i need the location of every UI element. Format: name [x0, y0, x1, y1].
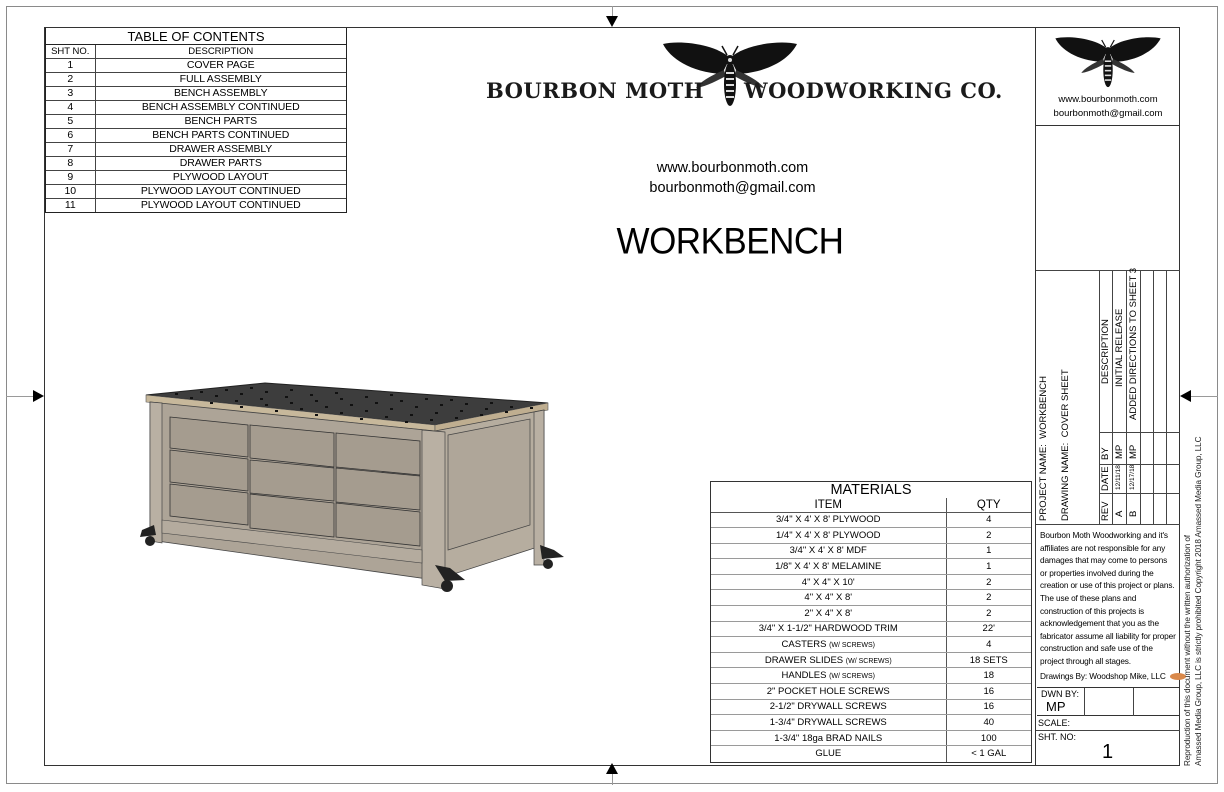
materials-header-item: ITEM	[711, 498, 946, 512]
title-block-logo	[1036, 27, 1180, 126]
toc-row: 8 DRAWER PARTS	[46, 156, 346, 170]
header-email: bourbonmoth@gmail.com	[649, 180, 816, 196]
toc-title: TABLE OF CONTENTS	[46, 28, 346, 45]
moth-icon	[1053, 31, 1163, 93]
toc-row: 3 BENCH ASSEMBLY	[46, 86, 346, 100]
bottom-center-arrow-icon	[606, 763, 618, 774]
title-block-website: www.bourbonmoth.com	[1058, 94, 1158, 105]
disclaimer-text: Bourbon Moth Woodworking and it's affiliates are not responsible for any damages that may come to persons or properties involved during the creation or use of this project or plans. The use of these plans and construction of this projects is acknowledgement that you as the fabricator assume all liability for proper construction and safe use of the project through all stages.	[1040, 530, 1176, 666]
material-row: GLUE < 1 GAL	[711, 746, 1031, 762]
drawn-by-value: MP	[1046, 699, 1066, 714]
material-row: 4" X 4" X 8' 2	[711, 590, 1031, 606]
by-header: BY	[1100, 447, 1111, 460]
title-block-email: bourbonmoth@gmail.com	[1053, 108, 1163, 119]
material-row: 2-1/2" DRYWALL SCREWS 16	[711, 699, 1031, 715]
revision-b-date: 12/17/18	[1129, 464, 1136, 490]
toc-header-sheet: SHT NO.	[46, 45, 95, 58]
top-center-arrow-icon	[606, 16, 618, 27]
toc-row: 1 COVER PAGE	[46, 58, 346, 72]
sheet-no-label: SHT. NO:	[1038, 732, 1077, 742]
scale-label: SCALE:	[1038, 718, 1071, 728]
revision-a-rev: A	[1114, 510, 1125, 517]
material-row: 3/4" X 4' X 8' PLYWOOD 4	[711, 512, 1031, 528]
material-row: 4" X 4" X 10' 2	[711, 574, 1031, 590]
left-center-arrow-icon	[33, 390, 44, 402]
toc-row: 11 PLYWOOD LAYOUT CONTINUED	[46, 198, 346, 212]
drawing-name-field: DRAWING NAME: COVER SHEET	[1060, 369, 1071, 521]
right-center-arrow-icon	[1180, 390, 1191, 402]
logo-text-left: BOURBON MOTH	[486, 78, 705, 103]
date-header: DATE	[1100, 466, 1111, 491]
material-row: DRAWER SLIDES (W/ SCREWS) 18 SETS	[711, 652, 1031, 668]
drawn-by-row	[1037, 687, 1180, 716]
material-row: HANDLES (W/ SCREWS) 18	[711, 668, 1031, 684]
material-row: 1-3/4" DRYWALL SCREWS 40	[711, 715, 1031, 731]
material-row: 1/8" X 4' X 8' MELAMINE 1	[711, 559, 1031, 575]
header-website: www.bourbonmoth.com	[656, 160, 809, 176]
toc-row: 10 PLYWOOD LAYOUT CONTINUED	[46, 184, 346, 198]
materials-title: MATERIALS	[830, 482, 912, 498]
revision-b-by: MP	[1128, 444, 1139, 459]
material-row: 1-3/4" 18ga BRAD NAILS 100	[711, 730, 1031, 746]
right-center-tick	[1190, 396, 1218, 397]
material-row: 2" X 4" X 8' 2	[711, 606, 1031, 622]
toc-row: 9 PLYWOOD LAYOUT	[46, 170, 346, 184]
workbench-render	[130, 375, 570, 605]
toc-row: 4 BENCH ASSEMBLY CONTINUED	[46, 100, 346, 114]
material-row: 2" POCKET HOLE SCREWS 16	[711, 684, 1031, 700]
materials-table	[710, 481, 1032, 763]
toc-row: 7 DRAWER ASSEMBLY	[46, 142, 346, 156]
left-center-tick	[6, 396, 36, 397]
material-row: 1/4" X 4' X 8' PLYWOOD 2	[711, 528, 1031, 544]
revision-b-rev: B	[1128, 510, 1139, 517]
material-row: 3/4" X 4' X 8' MDF 1	[711, 543, 1031, 559]
header-contact	[600, 158, 865, 198]
toc-row: 6 BENCH PARTS CONTINUED	[46, 128, 346, 142]
toc-row: 5 BENCH PARTS	[46, 114, 346, 128]
revision-a-date: 12/11/18	[1115, 465, 1122, 490]
drawings-by: Drawings By: Woodshop Mike, LLC	[1040, 671, 1186, 681]
revision-b-description: ADDED DIRECTIONS TO SHEET 3	[1128, 267, 1139, 420]
project-name-field: PROJECT NAME: WORKBENCH	[1038, 376, 1049, 521]
revision-a-by: MP	[1114, 444, 1125, 459]
toc-row: 2 FULL ASSEMBLY	[46, 72, 346, 86]
material-row: 3/4" X 1-1/2" HARDWOOD TRIM 22'	[711, 621, 1031, 637]
drawn-by-label: DWN BY:	[1041, 689, 1080, 699]
materials-header-qty: QTY	[946, 498, 1031, 512]
page-title: WORKBENCH	[616, 221, 844, 262]
table-of-contents	[45, 28, 347, 213]
sheet-no-value: 1	[1102, 741, 1114, 763]
material-row: CASTERS (W/ SCREWS) 4	[711, 637, 1031, 653]
copyright-notice: Reproduction of this document without the written authorization of Amassed Media Group, LLC is strictly prohibited Copyright 2018 Amassed Media Group, LLC	[1183, 436, 1203, 766]
toc-header-description: DESCRIPTION	[95, 45, 346, 58]
rev-header: REV	[1100, 501, 1111, 521]
title-block	[1035, 27, 1180, 766]
logo-text-right: WOODWORKING CO.	[744, 78, 1003, 103]
description-header: DESCRIPTION	[1100, 319, 1111, 384]
revision-a-description: INITIAL RELEASE	[1114, 308, 1125, 387]
